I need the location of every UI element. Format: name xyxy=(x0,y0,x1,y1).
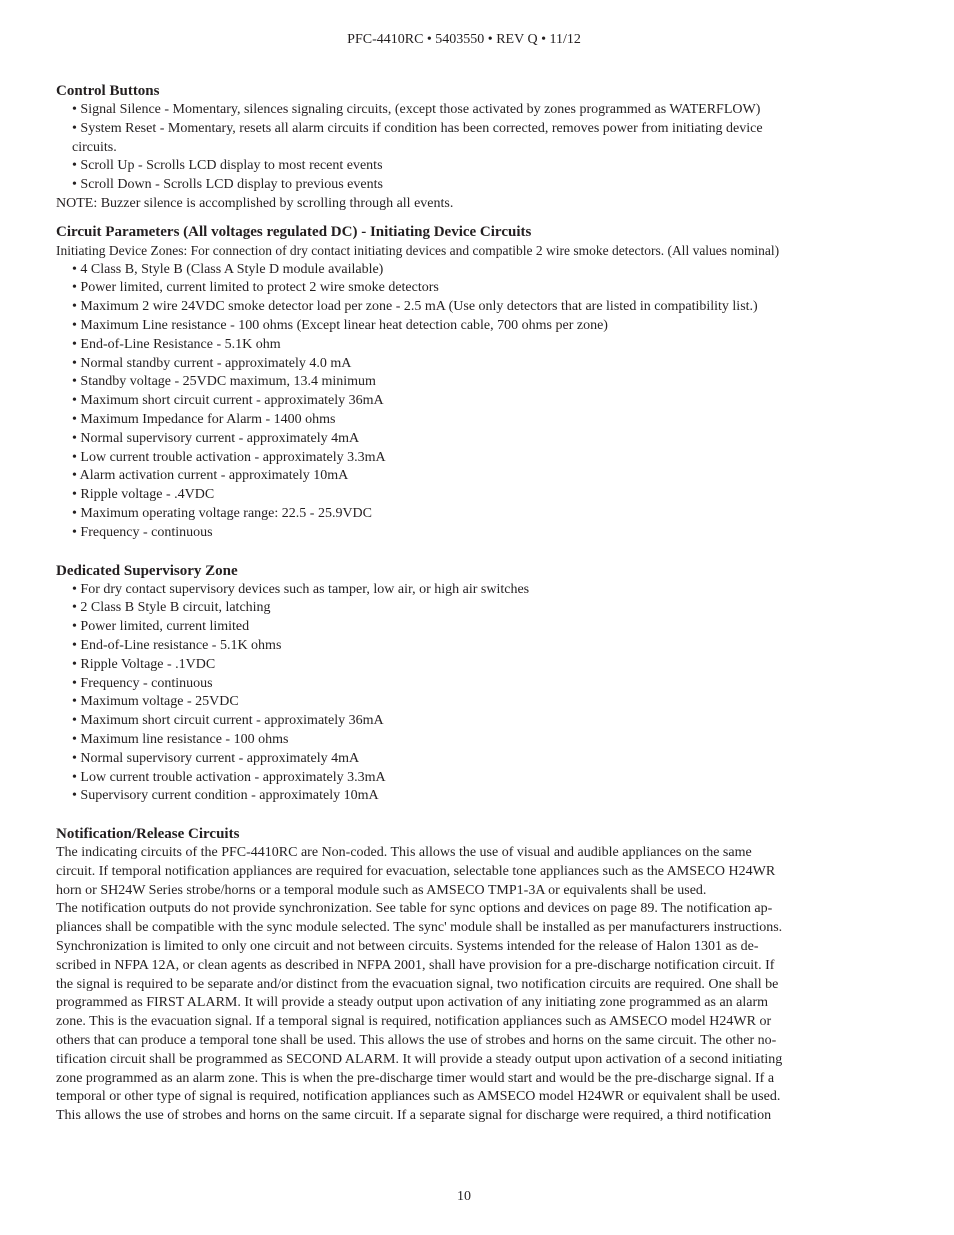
list-item: • End-of-Line resistance - 5.1K ohms xyxy=(72,637,282,653)
control-buttons-heading: Control Buttons xyxy=(56,83,160,99)
circuit-parameters-heading: Circuit Parameters (All voltages regulated DC) - Initiating Device Circuits xyxy=(56,223,532,240)
paragraph-line: pliances shall be compatible with the sync module selected. The sync' module shall be installed as per manufacturers instructions. xyxy=(56,920,783,936)
buzzer-note: NOTE: Buzzer silence is accomplished by scrolling through all events. xyxy=(56,195,454,211)
list-item: • Maximum operating voltage range: 22.5 - 25.9VDC xyxy=(72,505,373,521)
list-item: • Maximum Impedance for Alarm - 1400 ohms xyxy=(72,411,336,427)
paragraph-line: The notification outputs do not provide synchronization. See table for sync options and devices on page 89. The notification ap- xyxy=(56,901,773,917)
list-item: • Standby voltage - 25VDC maximum, 13.4 minimum xyxy=(72,374,376,390)
list-item: • Low current trouble activation - approximately 3.3mA xyxy=(72,449,386,465)
list-item: • Maximum Line resistance - 100 ohms (Except linear heat detection cable, 700 ohms per zone) xyxy=(72,317,608,333)
bullet-system-reset-continued: circuits. xyxy=(72,139,117,155)
paragraph-line: the signal is required to be separate and/or distinct from the evacuation signal, two notification circuits are required. One shall be xyxy=(56,976,779,992)
list-item: • Supervisory current condition - approximately 10mA xyxy=(72,788,379,804)
list-item: • Ripple voltage - .4VDC xyxy=(72,487,215,503)
list-item: • Normal supervisory current - approximately 4mA xyxy=(72,430,360,446)
paragraph-line: The indicating circuits of the PFC-4410RC are Non-coded. This allows the use of visual and audible appliances on the same xyxy=(56,845,752,861)
paragraph-line: temporal or other type of signal is required, notification appliances such as AMSECO model H24WR or equivalent shall be used. xyxy=(56,1089,781,1105)
bullet-scroll-up: • Scroll Up - Scrolls LCD display to most recent events xyxy=(72,158,383,174)
paragraph-line: circuit. If temporal notification appliances are required for evacuation, selectable tone appliances such as the AMSECO H24WR xyxy=(56,863,776,879)
list-item: • Low current trouble activation - approximately 3.3mA xyxy=(72,769,386,785)
list-item: • Normal supervisory current - approximately 4mA xyxy=(72,750,360,766)
page-number: 10 xyxy=(457,1189,471,1204)
document-body xyxy=(56,81,876,1126)
list-item: • Maximum short circuit current - approximately 36mA xyxy=(72,393,384,409)
paragraph-line: zone programmed as an alarm zone. This is when the pre-discharge timer would start and would be the pre-discharge signal. If a xyxy=(56,1070,775,1086)
paragraph-line: horn or SH24W Series strobe/horns or a temporal module such as AMSECO TMP1-3A or equivalents shall be used. xyxy=(56,882,707,898)
supervisory-zone-section xyxy=(56,561,876,807)
list-item: • 2 Class B Style B circuit, latching xyxy=(72,600,271,616)
list-item: • Maximum voltage - 25VDC xyxy=(72,694,239,710)
list-item: • Power limited, current limited xyxy=(72,619,250,635)
list-item: • Frequency - continuous xyxy=(72,524,213,540)
paragraph-line: zone. This is the evacuation signal. If a temporal signal is required, notification appliances such as AMSECO model H24WR or xyxy=(56,1014,772,1030)
list-item: • Ripple Voltage - .1VDC xyxy=(72,656,216,672)
list-item: • Power limited, current limited to protect 2 wire smoke detectors xyxy=(72,280,439,296)
control-buttons-section xyxy=(56,81,876,214)
notification-section xyxy=(56,824,876,1126)
list-item: • For dry contact supervisory devices such as tamper, low air, or high air switches xyxy=(72,581,530,597)
bullet-system-reset: • System Reset - Momentary, resets all alarm circuits if condition has been corrected, removes power from initiating device xyxy=(72,120,763,136)
list-item: • Alarm activation current - approximately 10mA xyxy=(72,468,349,484)
list-item: • 4 Class B, Style B (Class A Style D module available) xyxy=(72,261,384,277)
initiating-zones-intro: Initiating Device Zones: For connection of dry contact initiating devices and compatible 2 wire smoke detectors. (All values nominal) xyxy=(56,242,780,258)
paragraph-line: programmed as FIRST ALARM. It will provide a steady output upon activation of any initiating zone programmed as an alarm xyxy=(56,995,769,1011)
paragraph-line: tification circuit shall be programmed as SECOND ALARM. It will provide a steady output upon activation of a second initiating xyxy=(56,1051,783,1067)
notification-heading: Notification/Release Circuits xyxy=(56,826,240,843)
paragraph-line: scribed in NFPA 12A, or clean agents as described in NFPA 2001, shall have provision for a pre-discharge notification circuit. If xyxy=(56,957,775,973)
paragraph-line: others that can produce a temporal tone shall be used. This allows the use of strobes and horns on the same circuit. The other no- xyxy=(56,1033,777,1049)
list-item: • Maximum line resistance - 100 ohms xyxy=(72,731,289,747)
supervisory-zone-heading: Dedicated Supervisory Zone xyxy=(56,562,238,579)
paragraph-line: Synchronization is limited to only one circuit and not between circuits. Systems intended for the release of Halon 1301 as de- xyxy=(56,939,759,955)
list-item: • Maximum short circuit current - approximately 36mA xyxy=(72,713,384,729)
list-item: • Normal standby current - approximately 4.0 mA xyxy=(72,355,352,371)
paragraph-line: This allows the use of strobes and horns on the same circuit. If a separate signal for discharge were required, a third notification xyxy=(56,1108,772,1124)
page-header: PFC-4410RC • 5403550 • REV Q • 11/12 xyxy=(347,32,581,47)
list-item: • Frequency - continuous xyxy=(72,675,213,691)
bullet-scroll-down: • Scroll Down - Scrolls LCD display to previous events xyxy=(72,177,383,193)
list-item: • End-of-Line Resistance - 5.1K ohm xyxy=(72,336,281,352)
circuit-parameters-section xyxy=(56,222,876,543)
list-item: • Maximum 2 wire 24VDC smoke detector load per zone - 2.5 mA (Use only detectors that are listed in compatibility list.) xyxy=(72,299,758,315)
bullet-signal-silence: • Signal Silence - Momentary, silences signaling circuits, (except those activated by zones programmed as WATERFLOW) xyxy=(72,102,761,117)
